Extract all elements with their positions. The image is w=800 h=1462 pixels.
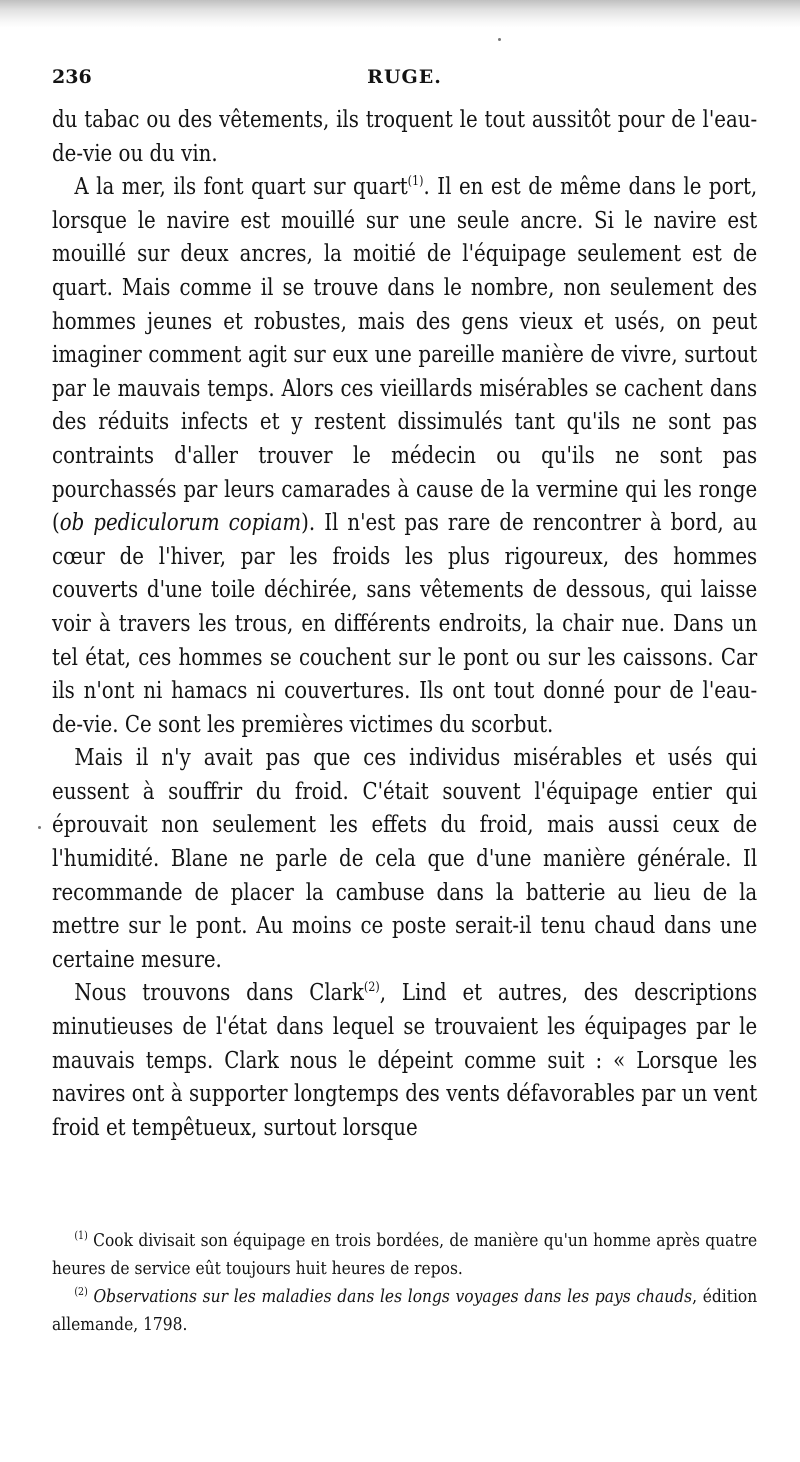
scan-top-edge [0,0,800,28]
paragraph-4 [52,977,757,1145]
scan-speck [498,38,501,41]
footnotes [52,1227,757,1339]
paragraph-4-text-b: , Lind et autres, des descriptions minutieuses de l'état dans lequel se trouvaient les équipages par le mauvais temps. Clark nous le dépeint comme suit : « Lorsque les navires ont à supporter longtemps des vents défavorables par un vent froid et tempêtueux, surtout lorsque [52,980,758,1141]
footnote-1 [52,1227,757,1283]
paragraph-2-text-c: ). Il n'est pas rare de rencontrer à bord, au cœur de l'hiver, par les froids les plus rigoureux, des hommes couverts d'une toile déchirée, sans vêtements de dessous, qui laisse voir à travers les trous, en différents endroits, la chair nue. Dans un tel état, ces hommes se couchent sur le pont ou sur les caissons. Car ils n'ont ni hamacs ni couvertures. Ils ont tout donné pour de l'eau-de-vie. Ce sont les premières victimes du scorbut. [52,510,758,738]
paragraph-2-text-a: A la mer, ils font quart sur quart [74,174,408,201]
paragraph-3 [52,742,757,977]
footnote-1-mark: (1) [74,1229,88,1242]
footnote-1-text: Cook divisait son équipage en trois bordées, de manière qu'un homme après quatre heures de service eût toujours huit heures de repos. [52,1230,758,1279]
paragraph-2 [52,171,757,742]
paragraph-2-text-b: . Il en est de même dans le port, lorsque le navire est mouillé sur une seule ancre. Si le navire est mouillé sur deux ancres, la moitié de l'équipage seulement est de quart. Mais comme il se trouve dans le nombre, non seulement des hommes jeunes et robustes, mais des gens vieux et usés, on peut imaginer comment agit sur eux une pareille manière de vivre, surtout par le mauvais temps. Alors ces vieillards misérables se cachent dans des réduits infects et y restent dissimulés tant qu'ils ne sont pas contraints d'aller trouver le médecin ou qu'ils ne sont pas pourchassés par leurs camarades à cause de la vermine qui les ronge ( [52,174,758,537]
footnote-2 [52,1283,757,1339]
running-title: RUGE. [367,66,442,88]
footnote-ref-2[interactable]: (2) [363,980,380,996]
running-head [52,66,757,100]
book-page [52,66,757,1145]
latin-phrase: ob pediculorum copiam [59,510,302,537]
footnote-2-mark: (2) [74,1285,88,1298]
paragraph-4-text-a: Nous trouvons dans Clark [74,980,364,1007]
paragraph-1-text: du tabac ou des vêtements, ils troquent le tout aussitôt pour de l'eau-de-vie ou du vin. [52,107,758,167]
paragraph-1 [52,104,757,171]
scan-speck [38,826,41,829]
page-number: 236 [52,66,92,88]
paragraph-3-text: Mais il n'y avait pas que ces individus misérables et usés qui eussent à souffrir du froid. C'était souvent l'équipage entier qui éprouvait non seulement les effets du froid, mais aussi ceux de l'humidité. Blane ne parle de cela que d'une manière générale. Il recommande de placer la cambuse dans la batterie au lieu de la mettre sur le pont. Au moins ce poste serait-il tenu chaud dans une certaine mesure. [52,745,758,973]
footnote-2-text: , édition allemande, 1798. [52,1286,758,1335]
body-text [52,104,757,1145]
footnote-2-title: Observations sur les maladies dans les longs voyages dans les pays chauds [87,1286,693,1307]
footnote-ref-1[interactable]: (1) [407,174,424,190]
